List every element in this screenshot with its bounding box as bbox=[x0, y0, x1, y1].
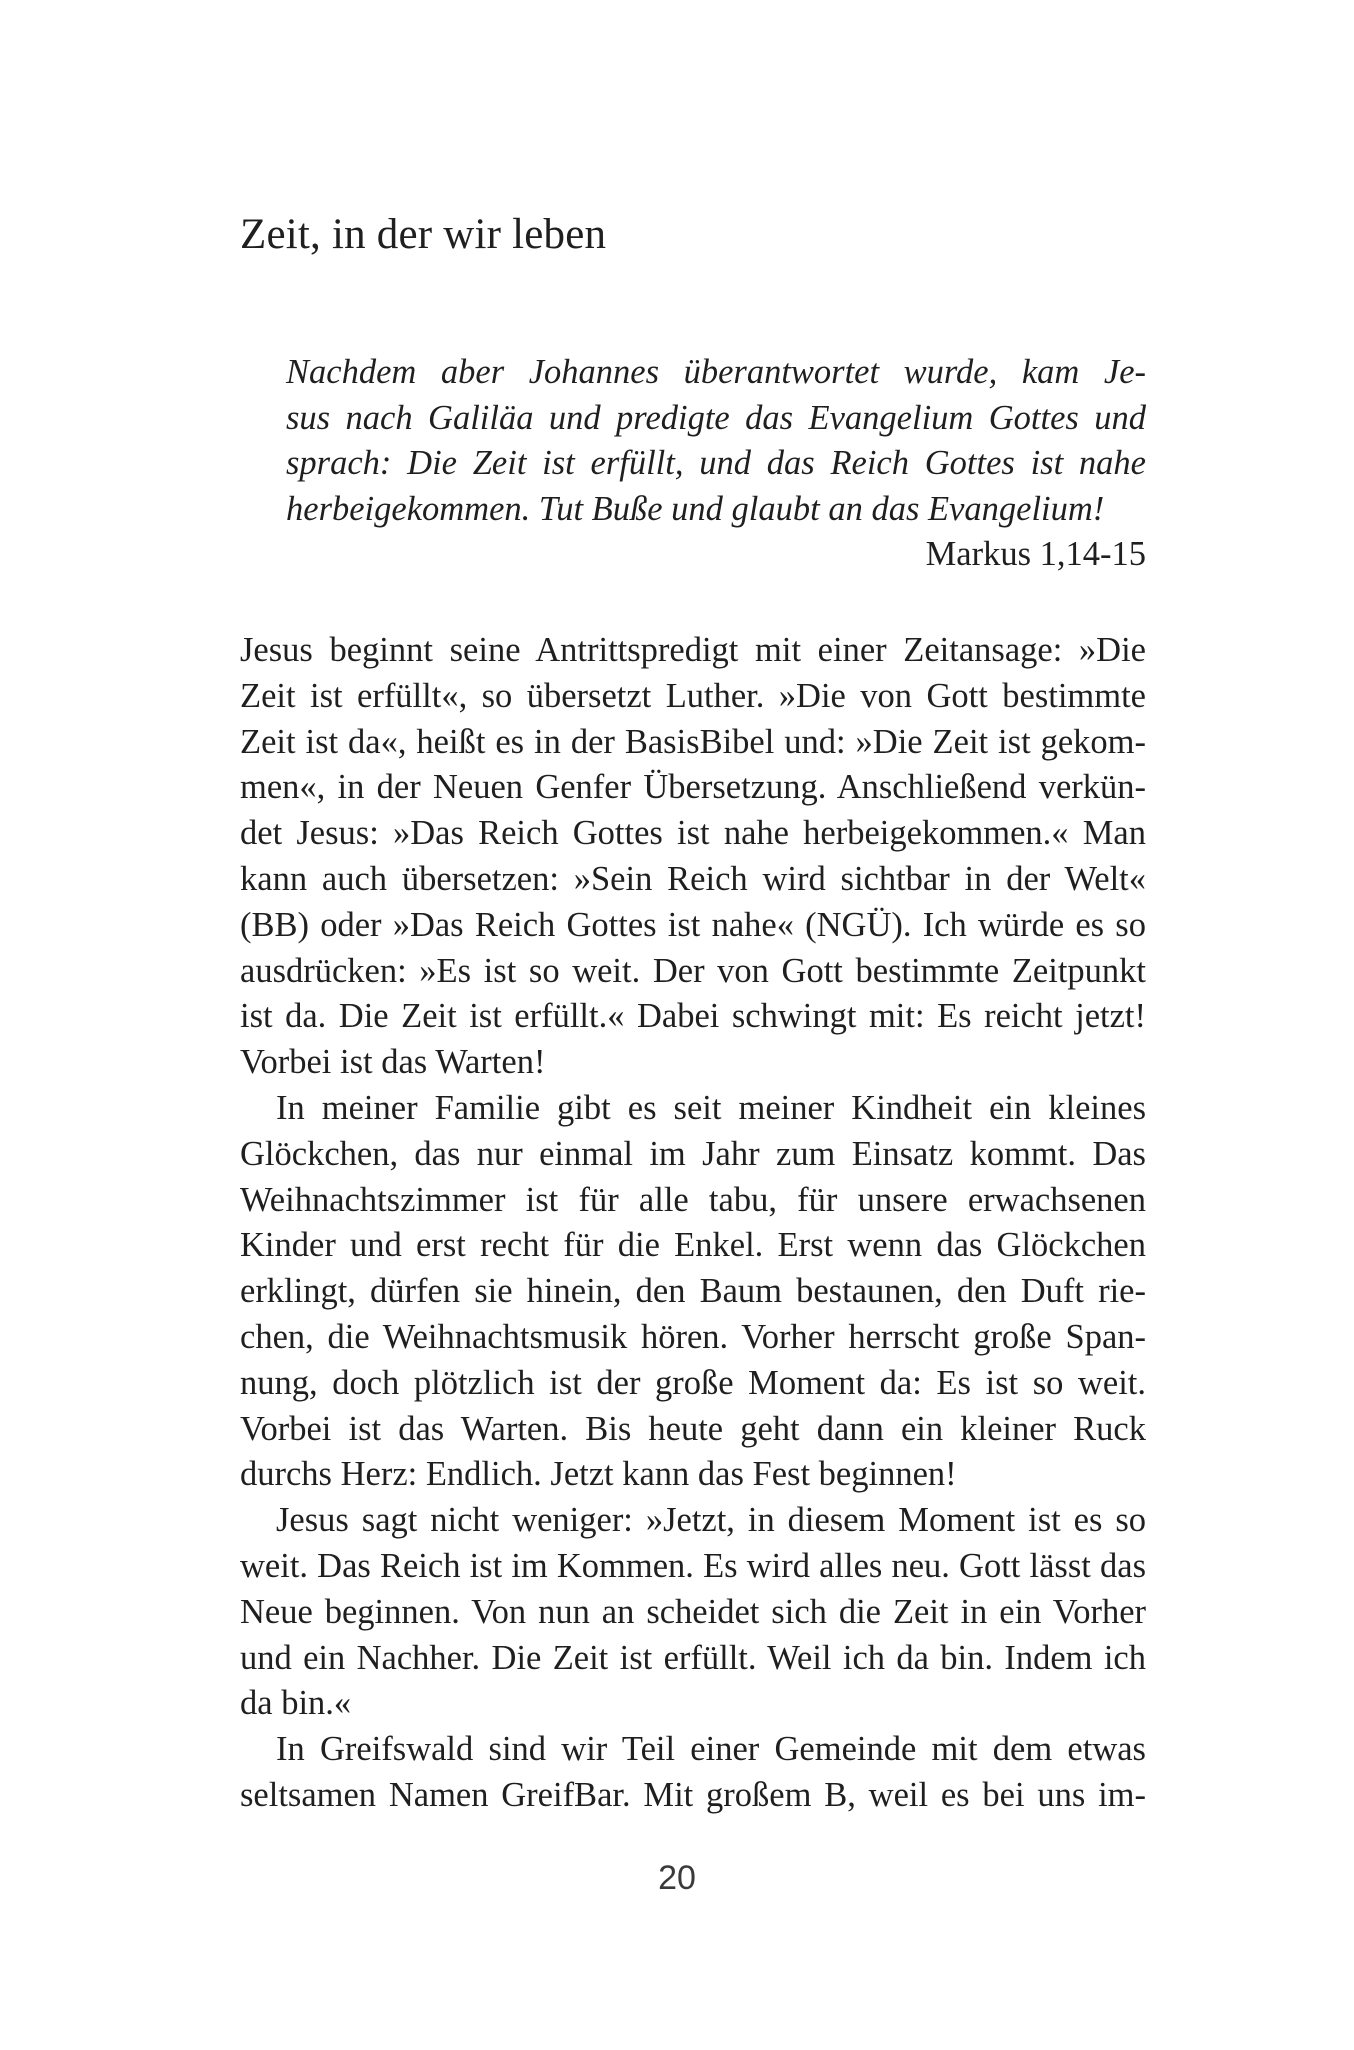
text-line: (BB) oder »Das Reich Gottes ist nahe« (NGÜ). Ich würde es so bbox=[240, 905, 1146, 944]
chapter-title: Zeit, in der wir leben bbox=[240, 211, 607, 258]
paragraph bbox=[240, 628, 1146, 1086]
epigraph-line: sus nach Galiläa und predigte das Evangelium Gottes und bbox=[286, 398, 1146, 437]
text-line: In meiner Familie gibt es seit meiner Kindheit ein kleines bbox=[276, 1088, 1146, 1127]
text-line: det Jesus: »Das Reich Gottes ist nahe herbeigekommen.« Man bbox=[240, 814, 1146, 853]
text-line: chen, die Weihnachtsmusik hören. Vorher herrscht große Span- bbox=[240, 1317, 1146, 1356]
text-line: Vorbei ist das Warten! bbox=[240, 1043, 546, 1082]
epigraph-line: Nachdem aber Johannes überantwortet wurde, kam Je- bbox=[286, 353, 1146, 391]
epigraph-line: sprach: Die Zeit ist erfüllt, und das Reich Gottes ist nahe bbox=[286, 444, 1146, 482]
text-line: kann auch übersetzen: »Sein Reich wird sichtbar in der Welt« bbox=[240, 859, 1146, 898]
epigraph bbox=[286, 350, 1146, 578]
text-line: Jesus beginnt seine Antrittspredigt mit einer Zeitansage: »Die bbox=[240, 631, 1146, 669]
text-line: Weihnachtszimmer ist für alle tabu, für unsere erwachsenen bbox=[240, 1180, 1146, 1219]
page-number: 20 bbox=[658, 1859, 696, 1897]
text-line: Glöckchen, das nur einmal im Jahr zum Einsatz kommt. Das bbox=[240, 1134, 1146, 1173]
text-line: Zeit ist erfüllt«, so übersetzt Luther. »Die von Gott bestimmte bbox=[240, 676, 1146, 715]
text-line: Kinder und erst recht für die Enkel. Erst wenn das Glöckchen bbox=[240, 1226, 1146, 1265]
text-line: ausdrücken: »Es ist so weit. Der von Gott bestimmte Zeitpunkt bbox=[240, 951, 1146, 990]
text-line: Vorbei ist das Warten. Bis heute geht dann ein kleiner Ruck bbox=[240, 1409, 1146, 1448]
text-line: men«, in der Neuen Genfer Übersetzung. Anschließend verkün- bbox=[240, 768, 1146, 807]
text-line: und ein Nachher. Die Zeit ist erfüllt. Weil ich da bin. Indem ich bbox=[240, 1638, 1146, 1677]
epigraph-reference: Markus 1,14-15 bbox=[925, 535, 1146, 573]
body-text bbox=[240, 628, 1146, 1819]
paragraph bbox=[240, 1498, 1146, 1727]
text-line: Zeit ist da«, heißt es in der BasisBibel und: »Die Zeit ist gekom- bbox=[240, 722, 1146, 761]
text-line: nung, doch plötzlich ist der große Moment da: Es ist so weit. bbox=[240, 1363, 1146, 1402]
text-line: ist da. Die Zeit ist erfüllt.« Dabei schwingt mit: Es reicht jetzt! bbox=[240, 997, 1146, 1036]
text-line: erklingt, dürfen sie hinein, den Baum bestaunen, den Duft rie- bbox=[240, 1272, 1146, 1311]
text-line: weit. Das Reich ist im Kommen. Es wird alles neu. Gott lässt das bbox=[240, 1546, 1146, 1585]
text-line: Neue beginnen. Von nun an scheidet sich die Zeit in ein Vorher bbox=[240, 1592, 1146, 1631]
epigraph-line: herbeigekommen. Tut Buße und glaubt an das Evangelium! bbox=[286, 489, 1105, 528]
text-line: da bin.« bbox=[240, 1684, 352, 1723]
text-line: durchs Herz: Endlich. Jetzt kann das Fest beginnen! bbox=[240, 1455, 957, 1494]
text-line: Jesus sagt nicht weniger: »Jetzt, in diesem Moment ist es so bbox=[276, 1501, 1146, 1540]
paragraph bbox=[240, 1727, 1146, 1819]
text-line: In Greifswald sind wir Teil einer Gemeinde mit dem etwas bbox=[276, 1730, 1146, 1769]
paragraph bbox=[240, 1086, 1146, 1498]
text-line: seltsamen Namen GreifBar. Mit großem B, weil es bei uns im- bbox=[240, 1775, 1146, 1814]
